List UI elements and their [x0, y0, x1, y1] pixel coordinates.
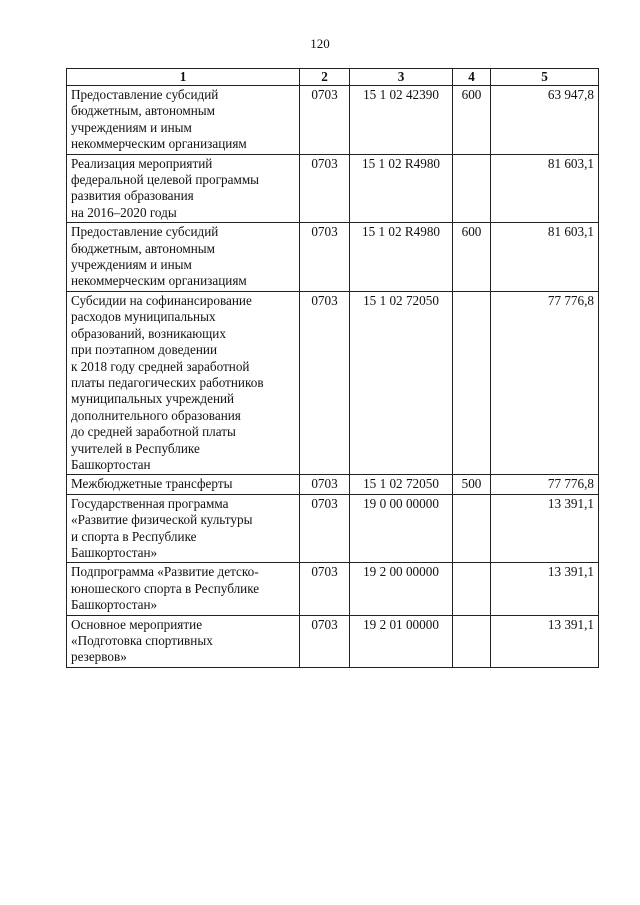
- row-code-cell: 15 1 02 42390: [350, 86, 453, 155]
- row-section-cell: 0703: [300, 475, 350, 494]
- row-sum-cell: 13 391,1: [491, 563, 599, 615]
- row-name-line: Межбюджетные трансферты: [71, 476, 233, 492]
- table-row: [67, 615, 599, 667]
- row-name-line: Подпрограмма «Развитие детско-: [71, 564, 259, 580]
- row-name-cell: [67, 154, 300, 223]
- row-name-line: учреждениям и иным: [71, 257, 192, 273]
- row-name-line: Субсидии на софинансирование: [71, 292, 252, 308]
- row-name-line: «Подготовка спортивных: [71, 633, 213, 648]
- row-sum-cell: 13 391,1: [491, 494, 599, 563]
- row-section-cell: 0703: [300, 86, 350, 155]
- row-code-cell: 19 2 01 00000: [350, 615, 453, 667]
- table-body: [67, 86, 599, 668]
- row-name-line: дополнительного образования: [71, 407, 241, 423]
- header-col-4: 4: [453, 69, 491, 86]
- table-row: [67, 291, 599, 474]
- row-name-cell: [67, 615, 300, 667]
- row-sum-cell: 77 776,8: [491, 291, 599, 474]
- row-name-line: образований, возникающих: [71, 325, 226, 341]
- table-row: [67, 563, 599, 615]
- row-sum-cell: 77 776,8: [491, 475, 599, 494]
- row-name-cell: [67, 223, 300, 292]
- row-name-line: к 2018 году средней заработной: [71, 358, 250, 374]
- table-row: [67, 154, 599, 223]
- row-sum-cell: 81 603,1: [491, 223, 599, 292]
- header-col-3: 3: [350, 69, 453, 86]
- row-name-line: «Развитие физической культуры: [71, 512, 253, 528]
- row-name-cell: [67, 494, 300, 563]
- row-type-cell: [453, 494, 491, 563]
- row-name-cell: [67, 563, 300, 615]
- row-name-line: Предоставление субсидий: [71, 87, 219, 102]
- row-name-line: расходов муниципальных: [71, 309, 216, 325]
- row-name-line: некоммерческим организациям: [71, 136, 247, 152]
- table-row: [67, 86, 599, 155]
- row-name-line: федеральной целевой программы: [71, 172, 260, 188]
- row-code-cell: 19 0 00 00000: [350, 494, 453, 563]
- table-row: [67, 494, 599, 563]
- budget-table: [66, 68, 599, 668]
- table-row: [67, 475, 599, 494]
- row-section-cell: 0703: [300, 223, 350, 292]
- table-header: [67, 69, 599, 86]
- row-name-line: бюджетным, автономным: [71, 240, 215, 256]
- row-sum-cell: 81 603,1: [491, 154, 599, 223]
- row-name-cell: [67, 475, 300, 494]
- row-type-cell: [453, 615, 491, 667]
- row-type-cell: 600: [453, 223, 491, 292]
- row-name-line: Башкортостан»: [71, 597, 158, 613]
- row-name-line: учреждениям и иным: [71, 119, 192, 135]
- row-name-line: Государственная программа: [71, 495, 229, 511]
- header-col-2: 2: [300, 69, 350, 86]
- row-name-cell: [67, 86, 300, 155]
- row-code-cell: 15 1 02 R4980: [350, 223, 453, 292]
- header-row: [67, 69, 599, 86]
- page-number: 120: [310, 36, 330, 51]
- row-type-cell: 600: [453, 86, 491, 155]
- row-name-line: и спорта в Республике: [71, 528, 197, 544]
- row-name-line: на 2016–2020 годы: [71, 204, 177, 220]
- row-name-cell: [67, 291, 300, 474]
- row-type-cell: 500: [453, 475, 491, 494]
- row-name-line: Башкортостан: [71, 456, 151, 472]
- row-name-line: бюджетным, автономным: [71, 103, 215, 119]
- header-col-5: 5: [491, 69, 599, 86]
- row-sum-cell: 63 947,8: [491, 86, 599, 155]
- row-type-cell: [453, 291, 491, 474]
- row-section-cell: 0703: [300, 154, 350, 223]
- row-section-cell: 0703: [300, 615, 350, 667]
- row-name-line: Башкортостан»: [71, 544, 158, 560]
- row-code-cell: 15 1 02 72050: [350, 475, 453, 494]
- row-name-line: при поэтапном доведении: [71, 342, 218, 358]
- row-code-cell: 19 2 00 00000: [350, 563, 453, 615]
- row-name-line: резервов»: [71, 649, 127, 665]
- row-name-line: учителей в Республике: [71, 440, 200, 456]
- row-type-cell: [453, 154, 491, 223]
- row-name-line: муниципальных учреждений: [71, 391, 235, 407]
- row-name-line: Предоставление субсидий: [71, 224, 219, 240]
- row-name-line: юношеского спорта в Республике: [71, 580, 260, 596]
- row-type-cell: [453, 563, 491, 615]
- row-sum-cell: 13 391,1: [491, 615, 599, 667]
- row-name-line: некоммерческим организациям: [71, 273, 247, 289]
- row-name-line: развития образования: [71, 188, 194, 204]
- row-section-cell: 0703: [300, 291, 350, 474]
- row-name-line: до средней заработной платы: [71, 424, 236, 440]
- row-section-cell: 0703: [300, 563, 350, 615]
- row-name-line: платы педагогических работников: [71, 374, 264, 390]
- table-row: [67, 223, 599, 292]
- row-name-line: Основное мероприятие: [71, 616, 203, 632]
- row-code-cell: 15 1 02 R4980: [350, 154, 453, 223]
- header-col-1: 1: [67, 69, 300, 86]
- row-section-cell: 0703: [300, 494, 350, 563]
- row-name-line: Реализация мероприятий: [71, 155, 213, 171]
- row-code-cell: 15 1 02 72050: [350, 291, 453, 474]
